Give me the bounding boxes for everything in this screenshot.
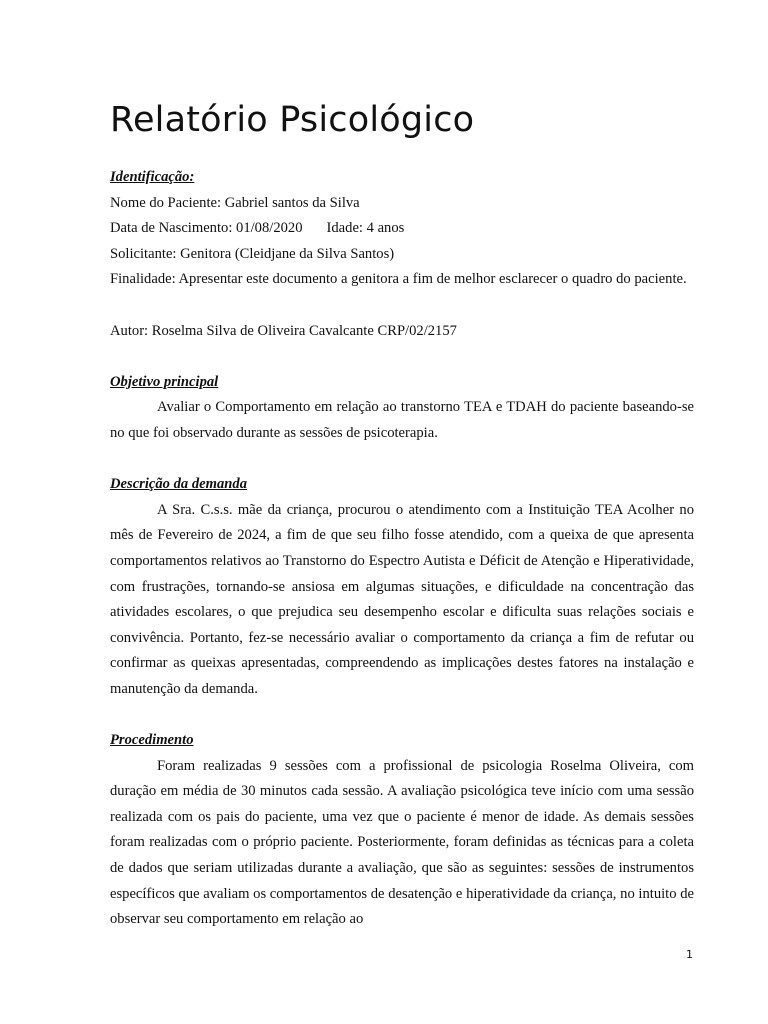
demanda-text: A Sra. C.s.s. mãe da criança, procurou o atendimento com a Instituição TEA Acolher no mês de Fevereiro de 2024, a fim de que seu filho fosse atendido, com a queixa de que apresenta comportamentos relativos ao Transtorno do Espectro Autista e Déficit de Atenção e Hiperatividade, com frustrações, tornando-se ansiosa em algumas situações, e dificuldade na concentração das atividades escolares, o que prejudica seu desempenho escolar e dificulta suas relações sociais e convivência. Portanto, fez-se necessário avaliar o comportamento da criança a fim de refutar ou confirmar as queixas apresentadas, compreendendo as implicações destes fatores na instalação e manutenção da demanda. (110, 501, 694, 697)
demanda-heading: Descrição da demanda (110, 476, 248, 493)
requester: Solicitante: Genitora (Cleidjane da Silva Santos) (110, 245, 395, 262)
objetivo-text: Avaliar o Comportamento em relação ao transtorno TEA e TDAH do paciente baseando-se no que foi observado durante as sessões de psicoterapia. (110, 399, 694, 441)
procedimento-text: Foram realizadas 9 sessões com a profissional de psicologia Roselma Oliveira, com duração em média de 30 minutos cada sessão. A avaliação psicológica teve início com uma sessão realizada com os pais do paciente, uma vez que o paciente é menor de idade. As demais sessões foram realizadas com o próprio paciente. Posteriormente, foram definidas as técnicas para a coleta de dados que seriam utilizadas durante a avaliação, que são as seguintes: sessões de instrumentos específicos que avaliam os comportamentos de desatenção e hiperatividade da criança, no intuito de observar seu comportamento em relação ao (110, 757, 694, 928)
document-title: Relatório Psicológico (110, 100, 475, 140)
identificacao-heading: Identificação: (110, 169, 195, 185)
objetivo-heading: Objetivo principal (110, 373, 219, 390)
patient-age: Idade: 4 anos (326, 220, 405, 237)
procedimento-heading: Procedimento (110, 732, 194, 749)
birth-date: Data de Nascimento: 01/08/2020 (110, 220, 303, 237)
author: Autor: Roselma Silva de Oliveira Cavalcante CRP/02/2157 (110, 322, 457, 339)
purpose: Finalidade: Apresentar este documento a genitora a fim de melhor esclarecer o quadro do paciente. (110, 271, 687, 288)
birth-date-line (110, 216, 694, 242)
page-number: 1 (686, 948, 693, 961)
patient-name: Nome do Paciente: Gabriel santos da Silva (110, 194, 360, 211)
document-body (110, 165, 694, 933)
